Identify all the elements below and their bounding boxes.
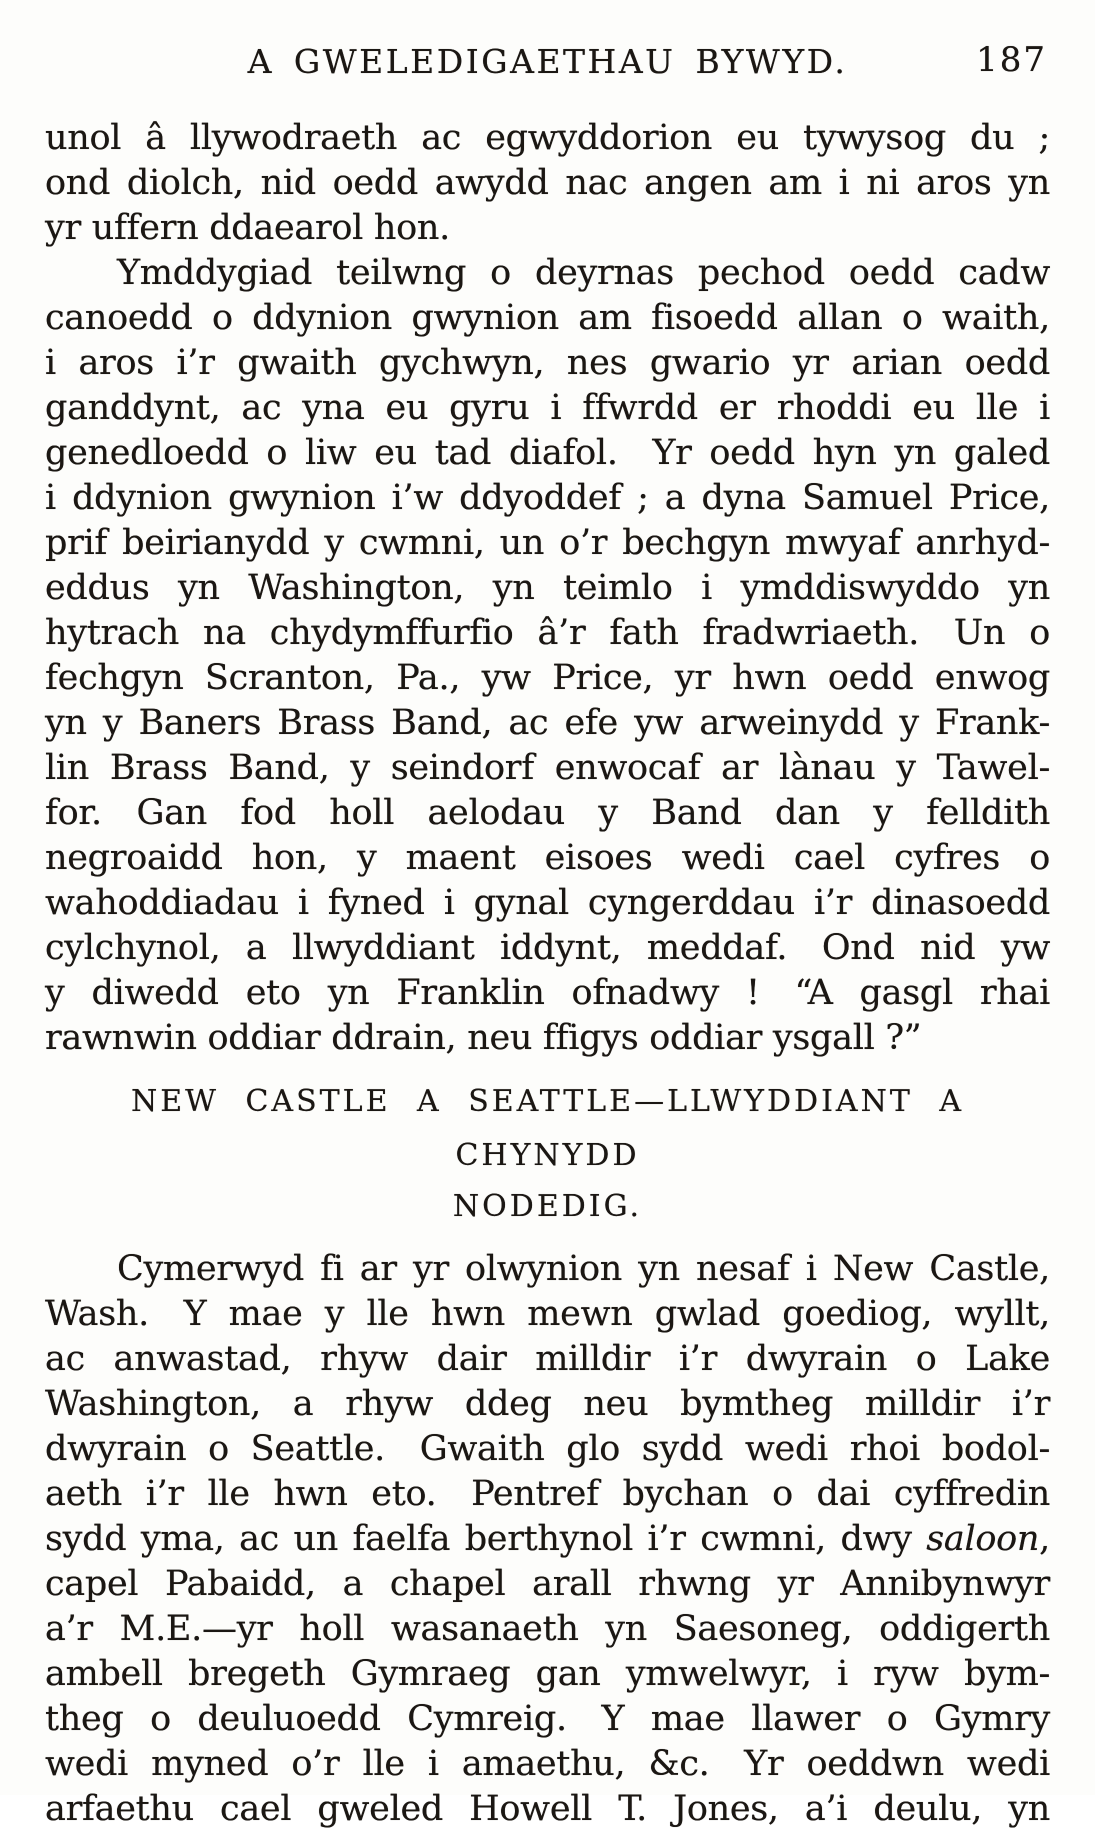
text-line: dwyrain o Seattle. Gwaith glo sydd wedi rhoi bodol-: [45, 1429, 1050, 1469]
text-line: ambell bregeth Gymraeg gan ymwelwyr, i ryw bym-: [45, 1654, 1050, 1694]
page-number: 187: [976, 40, 1047, 80]
text-line: a’r M.E.—yr holl wasanaeth yn Saesoneg, oddigerth: [45, 1609, 1050, 1649]
section-heading-line: NODEDIG.: [452, 1189, 643, 1224]
text-line: for. Gan fod holl aelodau y Band dan y felldith: [45, 793, 1050, 833]
text-line: ac anwastad, rhyw dair milldir i’r dwyrain o Lake: [45, 1339, 1050, 1379]
text-segment: ,: [1039, 1519, 1050, 1559]
text-line: prif beirianydd y cwmni, un o’r bechgyn mwyaf anrhyd-: [45, 523, 1050, 563]
text-line: arfaethu cael gweled Howell T. Jones, a’i deulu, yn: [45, 1789, 1050, 1829]
text-line: capel Pabaidd, a chapel arall rhwng yr Annibynwyr: [45, 1564, 1050, 1604]
text-line: ond diolch, nid oedd awydd nac angen am i ni aros yn: [45, 163, 1050, 203]
page-body: [0, 116, 1095, 1832]
text-line: yr uffern ddaearol hon.: [45, 208, 450, 248]
text-line: i ddynion gwynion i’w ddyoddef ; a dyna Samuel Price,: [45, 478, 1050, 518]
text-line: ganddynt, ac yna eu gyru i ffwrdd er rhoddi eu lle i: [45, 388, 1050, 428]
text-line: lin Brass Band, y seindorf enwocaf ar lànau y Tawel-: [45, 748, 1050, 788]
text-line: Washington, a rhyw ddeg neu bymtheg milldir i’r: [45, 1384, 1050, 1424]
paragraph-continuation: [45, 116, 1050, 251]
paragraph-new-castle: [45, 1247, 1050, 1832]
text-line: i aros i’r gwaith gychwyn, nes gwario yr arian oedd: [45, 343, 1050, 383]
text-line-with-italic: [45, 1517, 1050, 1562]
text-line: negroaidd hon, y maent eisoes wedi cael cyfres o: [45, 838, 1050, 878]
text-line: fechgyn Scranton, Pa., yw Price, yr hwn oedd enwog: [45, 658, 1050, 698]
text-line: cylchynol, a llwyddiant iddynt, meddaf. Ond nid yw: [45, 928, 1050, 968]
paragraph-samuel-price: [45, 251, 1050, 1061]
text-line: aeth i’r lle hwn eto. Pentref bychan o dai cyffredin: [45, 1474, 1050, 1514]
running-title: A GWELEDIGAETHAU BYWYD.: [247, 42, 848, 81]
text-line: yn y Baners Brass Band, ac efe yw arweinydd y Frank-: [45, 703, 1050, 743]
text-line: Cymerwyd fi ar yr olwynion yn nesaf i New Castle,: [117, 1249, 1050, 1289]
text-line: Wash. Y mae y lle hwn mewn gwlad goediog, wyllt,: [45, 1294, 1050, 1334]
section-heading-line: NEW CASTLE A SEATTLE—LLWYDDIANT A CHYNYDD: [130, 1084, 965, 1173]
italic-word-saloon: saloon: [926, 1519, 1040, 1559]
text-line: wedi myned o’r lle i amaethu, &c. Yr oeddwn wedi: [45, 1744, 1050, 1784]
text-line: hytrach na chydymffurfio â’r fath fradwriaeth. Un o: [45, 613, 1050, 653]
text-line: theg o deuluoedd Cymreig. Y mae llawer o Gymry: [45, 1699, 1050, 1739]
section-heading: [45, 1075, 1050, 1231]
text-line: genedloedd o liw eu tad diafol. Yr oedd hyn yn galed: [45, 433, 1050, 473]
text-line: unol â llywodraeth ac egwyddorion eu tywysog du ;: [45, 118, 1050, 158]
page-header: [0, 0, 1095, 84]
text-segment: sydd yma, ac un faelfa berthynol i’r cwmni, dwy: [45, 1519, 927, 1559]
text-line: y diwedd eto yn Franklin ofnadwy ! “A gasgl rhai: [45, 973, 1050, 1013]
text-line: eddus yn Washington, yn teimlo i ymddiswyddo yn: [45, 568, 1050, 608]
text-line: wahoddiadau i fyned i gynal cyngerddau i’r dinasoedd: [45, 883, 1050, 923]
text-line: Ymddygiad teilwng o deyrnas pechod oedd cadw: [117, 253, 1050, 293]
text-line: rawnwin oddiar ddrain, neu ffigys oddiar ysgall ?”: [45, 1018, 922, 1058]
text-line: canoedd o ddynion gwynion am fisoedd allan o waith,: [45, 298, 1050, 338]
